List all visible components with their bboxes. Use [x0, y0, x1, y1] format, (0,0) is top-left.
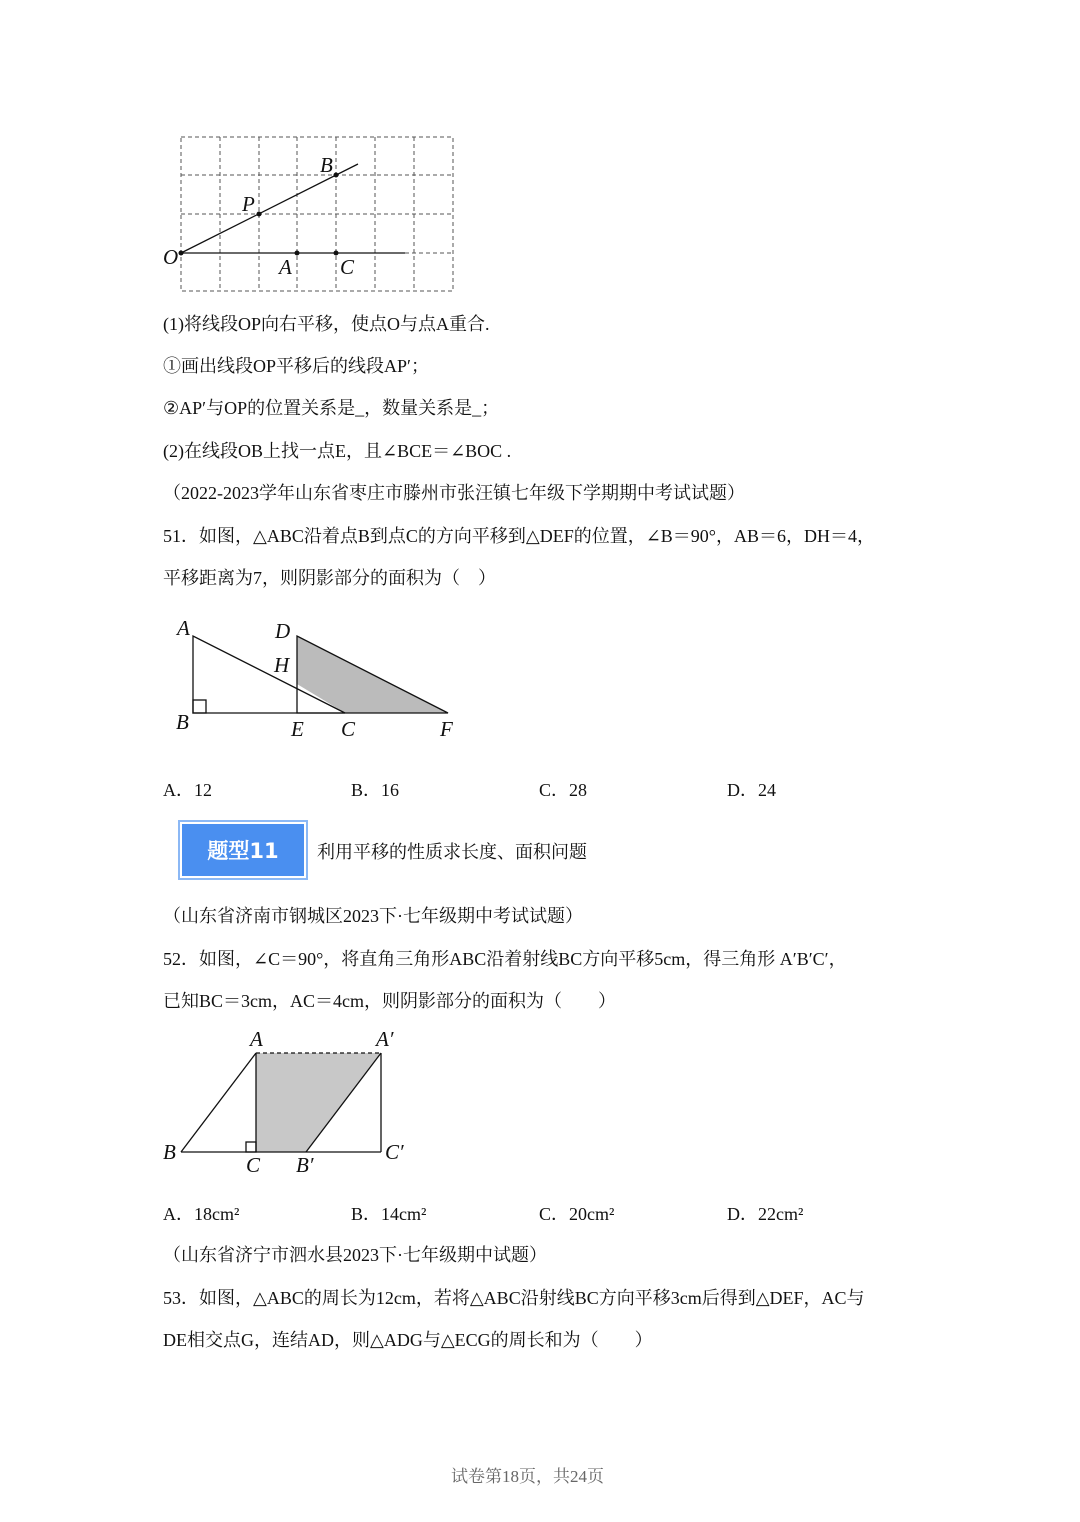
q52-option-a: A．18cm² [163, 1204, 240, 1224]
triangle-figure-51 [193, 636, 448, 713]
label-b: B [176, 710, 189, 734]
q50-sub2: ②AP′与OP的位置关系是_，数量关系是_； [163, 398, 500, 418]
label-a: A [177, 616, 190, 640]
q51-option-a: A．12 [163, 780, 212, 800]
label-b-prime: B′ [296, 1153, 314, 1177]
q52-line2: 已知BC＝3cm，AC＝4cm，则阴影部分的面积为（ ） [163, 991, 616, 1011]
label-a: A [250, 1027, 263, 1051]
label-h: H [274, 653, 290, 677]
q53-line2: DE相交点G，连结AD，则△ADG与△ECG的周长和为（ ） [163, 1330, 653, 1350]
label-c: C [341, 717, 356, 741]
section-badge: 题型11 [180, 822, 306, 878]
q52-option-c: C．20cm² [539, 1204, 615, 1224]
label-c: C [340, 255, 355, 279]
q51-line2: 平移距离为7，则阴影部分的面积为（ ） [163, 568, 496, 588]
label-b: B [163, 1140, 176, 1164]
page-footer: 试卷第18页，共24页 [451, 1467, 604, 1486]
q50-part2: (2)在线段OB上找一点E，且∠BCE＝∠BOC . [163, 441, 512, 461]
q53-source: （山东省济宁市泗水县2023下·七年级期中试题） [163, 1245, 547, 1265]
q50-sub1: ①画出线段OP平移后的线段AP′； [163, 356, 429, 376]
label-o: O [163, 245, 179, 269]
q51-line1: 51．如图，△ABC沿着点B到点C的方向平移到△DEF的位置，∠B＝90°，AB＝6，DH＝4， [163, 526, 875, 546]
triangle-figure-52 [181, 1053, 381, 1152]
q51-option-c: C．28 [539, 780, 588, 800]
label-b: B [320, 153, 333, 177]
q50-part1: (1)将线段OP向右平移，使点O与点A重合. [163, 314, 490, 334]
label-c-prime: C′ [385, 1140, 404, 1164]
q51-source: （2022-2023学年山东省枣庄市滕州市张汪镇七年级下学期期中考试试题） [163, 483, 745, 503]
section-title: 利用平移的性质求长度、面积问题 [317, 842, 587, 862]
q52-line1: 52．如图，∠C＝90°，将直角三角形ABC沿着射线BC方向平移5cm，得三角形 A′B′C′， [163, 949, 847, 969]
q51-option-b: B．16 [351, 780, 400, 800]
label-d: D [275, 619, 291, 643]
label-a-prime: A′ [376, 1027, 394, 1051]
q52-option-b: B．14cm² [351, 1204, 427, 1224]
q52-source: （山东省济南市钢城区2023下·七年级期中考试试题） [163, 906, 583, 926]
q51-option-d: D．24 [727, 780, 776, 800]
q52-option-d: D．22cm² [727, 1204, 804, 1224]
grid-figure [181, 137, 453, 291]
label-a: A [279, 255, 292, 279]
label-p: P [242, 192, 255, 216]
label-f: F [440, 717, 453, 741]
q53-line1: 53．如图，△ABC的周长为12cm，若将△ABC沿射线BC方向平移3cm后得到△DEF，AC与 [163, 1288, 865, 1308]
label-c: C [246, 1153, 261, 1177]
label-e: E [291, 717, 304, 741]
